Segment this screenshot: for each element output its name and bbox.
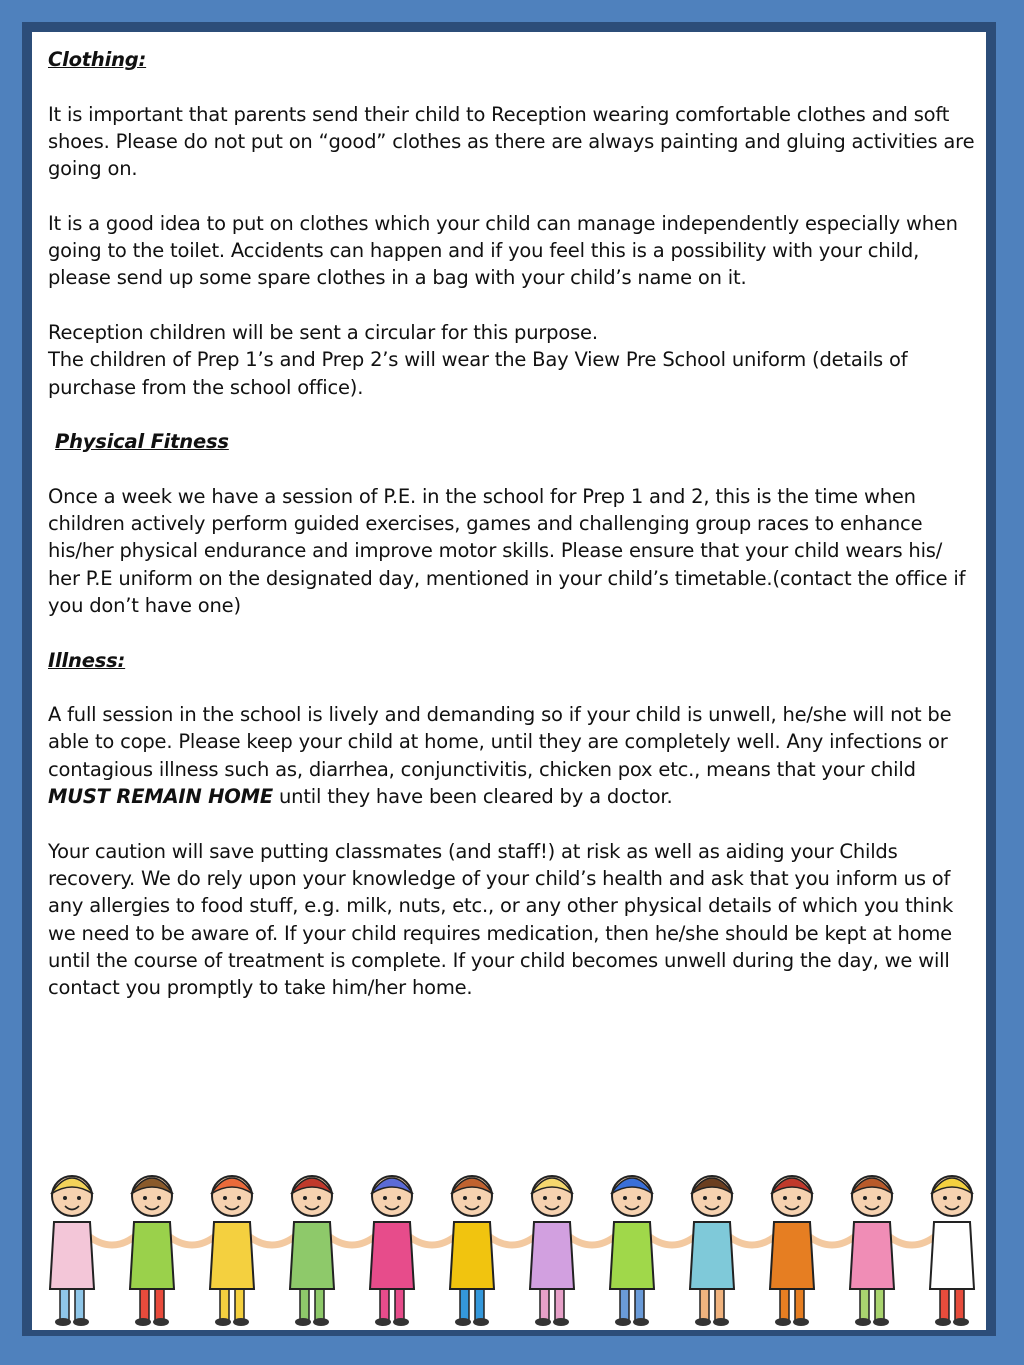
child-shoe xyxy=(713,1318,729,1326)
holding-hands-arms xyxy=(646,1234,698,1245)
child-shoe xyxy=(55,1318,71,1326)
holding-hands-arms xyxy=(886,1234,938,1245)
child-shoe xyxy=(455,1318,471,1326)
child-eye xyxy=(637,1196,641,1200)
child-figure xyxy=(850,1176,894,1326)
clothing-paragraph-1: It is important that parents send their child to Reception wearing comfortable clothes and soft shoes. Please do not put on “good” clothes as there are always painting and gluing activities are going on. xyxy=(48,102,975,181)
child-figure xyxy=(290,1176,334,1326)
child-body xyxy=(50,1222,94,1289)
illness-paragraph-1 xyxy=(48,701,978,810)
child-eye xyxy=(557,1196,561,1200)
holding-hands-arms xyxy=(246,1234,298,1245)
child-figure xyxy=(530,1176,574,1326)
child-eye xyxy=(943,1196,947,1200)
child-shoe xyxy=(695,1318,711,1326)
child-figure xyxy=(450,1176,494,1326)
child-shoe xyxy=(135,1318,151,1326)
child-figure xyxy=(930,1176,974,1326)
child-body xyxy=(850,1222,894,1289)
child-eye xyxy=(303,1196,307,1200)
child-body xyxy=(930,1222,974,1289)
holding-hands-arms xyxy=(166,1234,218,1245)
child-shoe xyxy=(873,1318,889,1326)
child-shoe xyxy=(793,1318,809,1326)
child-eye xyxy=(237,1196,241,1200)
child-eye xyxy=(223,1196,227,1200)
child-eye xyxy=(157,1196,161,1200)
illness-heading: Illness: xyxy=(48,648,126,672)
holding-hands-arms xyxy=(406,1234,458,1245)
child-eye xyxy=(717,1196,721,1200)
child-body xyxy=(290,1222,334,1289)
children-holding-hands-illustration xyxy=(32,1144,986,1330)
child-figure xyxy=(770,1176,814,1326)
child-body xyxy=(530,1222,574,1289)
child-figure xyxy=(690,1176,734,1326)
holding-hands-arms xyxy=(486,1234,538,1245)
child-shoe xyxy=(473,1318,489,1326)
child-body xyxy=(770,1222,814,1289)
child-shoe xyxy=(633,1318,649,1326)
child-eye xyxy=(863,1196,867,1200)
child-shoe xyxy=(313,1318,329,1326)
child-eye xyxy=(703,1196,707,1200)
must-remain-home-emphasis: MUST REMAIN HOME xyxy=(48,785,273,809)
child-body xyxy=(130,1222,174,1289)
child-figure xyxy=(130,1176,174,1326)
child-eye xyxy=(543,1196,547,1200)
clothing-heading: Clothing: xyxy=(48,48,147,71)
child-shoe xyxy=(153,1318,169,1326)
holding-hands-arms xyxy=(806,1234,858,1245)
child-figure xyxy=(610,1176,654,1326)
clothing-paragraph-3: Reception children will be sent a circular for this purpose. xyxy=(48,320,598,344)
holding-hands-arms xyxy=(566,1234,618,1245)
illness-paragraph-2: Your caution will save putting classmates (and staff!) at risk as well as aiding your Childs recovery. We do rely upon your knowledge of your child’s health and ask that you inform us of any allergies to food stuff, e.g. milk, nuts, etc., or any other physical details of which you think we need to be aware of. If your child requires medication, then he/she should be kept at home until the course of treatment is complete. If your child becomes unwell during the day, we will contact you promptly to take him/her home. xyxy=(48,839,954,1000)
document-body xyxy=(48,46,978,1029)
child-shoe xyxy=(215,1318,231,1326)
child-figure xyxy=(50,1176,94,1326)
holding-hands-arms xyxy=(326,1234,378,1245)
clothing-paragraph-4: The children of Prep 1’s and Prep 2’s will wear the Bay View Pre School uniform (details of purchase from the school office). xyxy=(48,348,908,399)
child-eye xyxy=(477,1196,481,1200)
child-shoe xyxy=(553,1318,569,1326)
fitness-heading: Physical Fitness xyxy=(55,430,229,454)
child-body xyxy=(690,1222,734,1289)
child-eye xyxy=(797,1196,801,1200)
child-eye xyxy=(623,1196,627,1200)
child-eye xyxy=(877,1196,881,1200)
child-body xyxy=(370,1222,414,1289)
holding-hands-arms xyxy=(86,1234,138,1245)
child-shoe xyxy=(775,1318,791,1326)
child-shoe xyxy=(935,1318,951,1326)
child-body xyxy=(210,1222,254,1289)
child-eye xyxy=(143,1196,147,1200)
child-shoe xyxy=(855,1318,871,1326)
child-figure xyxy=(210,1176,254,1326)
child-shoe xyxy=(953,1318,969,1326)
child-eye xyxy=(383,1196,387,1200)
child-shoe xyxy=(615,1318,631,1326)
child-eye xyxy=(77,1196,81,1200)
child-eye xyxy=(317,1196,321,1200)
child-shoe xyxy=(295,1318,311,1326)
child-body xyxy=(450,1222,494,1289)
clothing-paragraph-2: It is a good idea to put on clothes which your child can manage independently especially when going to the toilet. Accidents can happen and if you feel this is a possibility with your child, please send up some spare clothes in a bag with your child’s name on it. xyxy=(48,211,958,290)
child-eye xyxy=(957,1196,961,1200)
illness-text-after: until they have been cleared by a doctor. xyxy=(273,785,673,809)
child-shoe xyxy=(233,1318,249,1326)
child-shoe xyxy=(393,1318,409,1326)
page xyxy=(32,32,986,1330)
child-figure xyxy=(370,1176,414,1326)
fitness-paragraph-1: Once a week we have a session of P.E. in the school for Prep 1 and 2, this is the time when children actively perform guided exercises, games and challenging group races to enhance his/her physical endurance and improve motor skills. Please ensure that your child wears his/ her P.E uniform on the designated day, mentioned in your child’s timetable.(contact the office if you don’t have one) xyxy=(48,484,966,617)
child-shoe xyxy=(375,1318,391,1326)
child-shoe xyxy=(73,1318,89,1326)
child-eye xyxy=(463,1196,467,1200)
illness-text-before: A full session in the school is lively and demanding so if your child is unwell, he/she will not be able to cope. Please keep your child at home, until they are completely well. Any infections or contagious illness such as, diarrhea, conjunctivitis, chicken pox etc., means that your child xyxy=(48,703,952,781)
child-eye xyxy=(397,1196,401,1200)
child-eye xyxy=(783,1196,787,1200)
child-eye xyxy=(63,1196,67,1200)
holding-hands-arms xyxy=(726,1234,778,1245)
child-body xyxy=(610,1222,654,1289)
child-shoe xyxy=(535,1318,551,1326)
